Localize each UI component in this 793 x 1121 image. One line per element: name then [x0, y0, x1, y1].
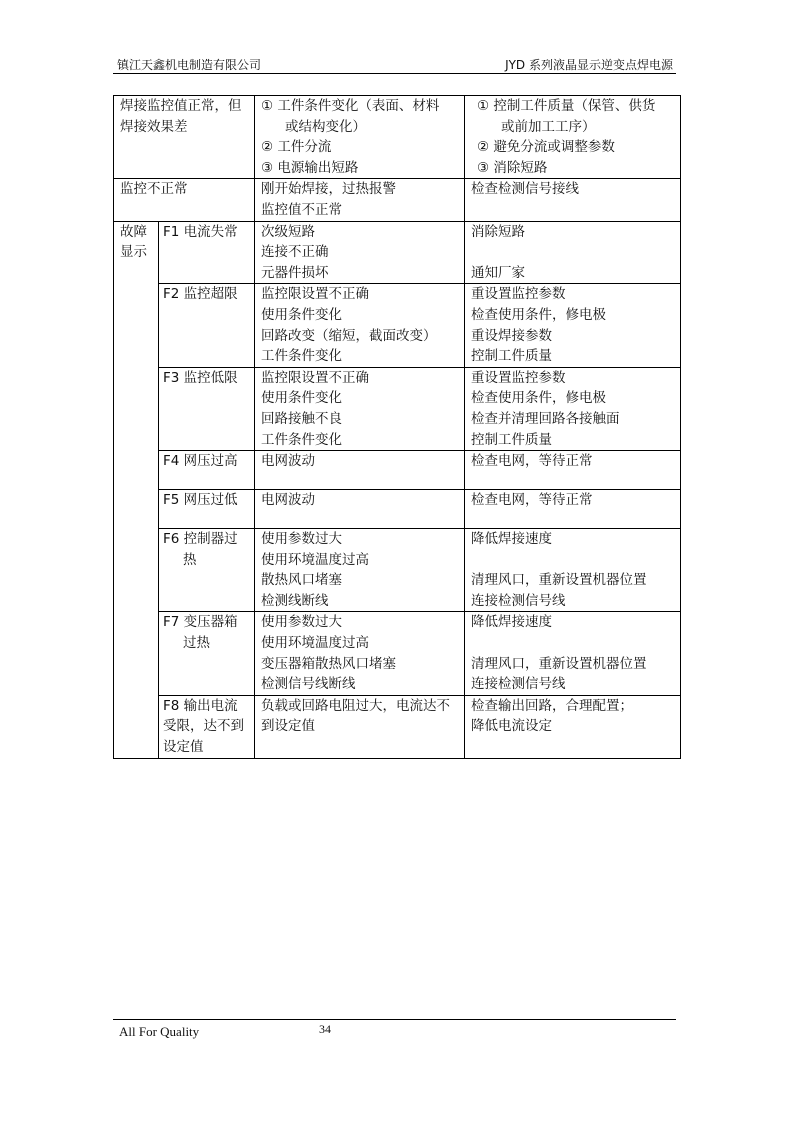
cell-line: 降低焊接速度	[471, 614, 552, 631]
cell-line: 降低焊接速度	[471, 531, 552, 548]
cell-line: 使用环境温度过高	[261, 635, 369, 652]
cause-cell	[255, 179, 465, 221]
cell-line: 监控限设置不正确	[261, 286, 369, 303]
header-company: 镇江天鑫机电制造有限公司	[117, 58, 262, 72]
cell-line: 重设置监控参数	[471, 286, 566, 303]
fault-display-label	[114, 221, 159, 758]
cell-line: 控制工件质量	[471, 431, 552, 448]
cell-line: 检查使用条件，修电极	[471, 306, 606, 323]
footer-rule	[113, 1019, 676, 1020]
cause-cell	[255, 284, 465, 367]
cell-line: 通知厂家	[471, 264, 525, 281]
cause-cell	[255, 490, 465, 529]
fault-code-cell	[159, 221, 255, 284]
cell-line: 热	[183, 551, 197, 568]
footer-slogan: All For Quality	[119, 1024, 200, 1039]
cell-line: 连接检测信号线	[471, 676, 566, 693]
cell-line: 清理风口，重新设置机器位置	[471, 572, 647, 589]
cell-line: 工件条件变化	[261, 348, 342, 365]
cell-line: 检查并清理回路各接触面	[471, 410, 620, 427]
fault-code-cell	[159, 612, 255, 695]
table-row	[114, 529, 681, 612]
cell-line: 故障	[120, 223, 147, 240]
cell-line: 重设置监控参数	[471, 369, 566, 386]
cell-line: 到设定值	[261, 718, 315, 735]
cell-line: 检查使用条件，修电极	[471, 390, 606, 407]
cell-line: 监控不正常	[120, 181, 188, 198]
cell-line: ② 工件分流	[261, 139, 332, 156]
table-row	[114, 490, 681, 529]
cell-line: 使用参数过大	[261, 531, 342, 548]
cell-line: 降低电流设定	[471, 718, 552, 735]
cell-line: F3 监控低限	[163, 369, 238, 386]
fix-cell	[465, 451, 681, 490]
cell-line: 检查检测信号接线	[471, 181, 579, 198]
cell-line: 或前加工工序）	[501, 118, 596, 135]
cause-cell	[255, 221, 465, 284]
cell-line: ① 工件条件变化（表面、材料	[261, 98, 440, 114]
cell-line: 过热	[183, 635, 210, 652]
cell-line: ③ 电源输出短路	[261, 159, 359, 176]
cell-line: F1 电流失常	[163, 223, 238, 240]
cell-line: 焊接效果差	[120, 118, 188, 135]
cell-line: 受限，达不到	[163, 718, 244, 735]
cell-line: 元器件损坏	[261, 264, 329, 281]
table-row	[114, 451, 681, 490]
table-row	[114, 612, 681, 695]
cell-line: 焊接监控值正常，但	[120, 98, 242, 114]
cell-line: 连接检测信号线	[471, 592, 566, 609]
table-row	[114, 96, 681, 179]
cell-line: 使用参数过大	[261, 614, 342, 631]
cell-line: F4 网压过高	[163, 453, 238, 470]
header-rule	[113, 73, 676, 74]
cell-line: 设定值	[163, 739, 204, 756]
cell-line: 变压器箱散热风口堵塞	[261, 655, 396, 672]
troubleshooting-table	[113, 95, 681, 759]
cell-line: 显示	[120, 244, 147, 261]
cell-line: 监控值不正常	[261, 201, 342, 218]
cell-line: ③ 消除短路	[477, 159, 548, 176]
cell-line: 次级短路	[261, 223, 315, 240]
cell-line: 负载或回路电阻过大，电流达不	[261, 697, 450, 714]
fault-code-cell	[159, 367, 255, 450]
cause-cell	[255, 451, 465, 490]
fault-code-cell	[159, 284, 255, 367]
cell-line: 控制工件质量	[471, 348, 552, 365]
cause-cell	[255, 367, 465, 450]
cell-line: 工件条件变化	[261, 431, 342, 448]
symptom-cell	[114, 179, 255, 221]
fix-cell	[465, 367, 681, 450]
page-number: 34	[319, 1022, 331, 1036]
cell-line: F6 控制器过	[163, 531, 238, 548]
cell-line: 检查电网，等待正常	[471, 453, 593, 470]
cell-line: 清理风口，重新设置机器位置	[471, 655, 647, 672]
fix-cell	[465, 284, 681, 367]
fault-code-cell	[159, 451, 255, 490]
fault-code-cell	[159, 529, 255, 612]
header-product: JYD 系列液晶显示逆变点焊电源	[505, 58, 673, 72]
cell-line: 检测线断线	[261, 592, 329, 609]
cell-line: ① 控制工件质量（保管、供货	[477, 98, 656, 114]
cell-line: 使用条件变化	[261, 306, 342, 323]
cell-line: 检查电网，等待正常	[471, 492, 593, 509]
cell-line: F7 变压器箱	[163, 614, 238, 631]
cause-cell	[255, 96, 465, 179]
cell-line: 回路改变（缩短，截面改变）	[261, 327, 437, 344]
cause-cell	[255, 529, 465, 612]
fix-cell	[465, 96, 681, 179]
cell-line: F5 网压过低	[163, 492, 238, 509]
table-row	[114, 284, 681, 367]
fix-cell	[465, 695, 681, 758]
fix-cell	[465, 179, 681, 221]
table-row	[114, 221, 681, 284]
cell-line: 重设焊接参数	[471, 327, 552, 344]
cell-line: 连接不正确	[261, 244, 329, 261]
cell-line: 检查输出回路，合理配置；	[471, 697, 633, 714]
cell-line: ② 避免分流或调整参数	[477, 139, 615, 156]
fix-cell	[465, 221, 681, 284]
cell-line: 电网波动	[261, 453, 315, 470]
cell-line: 或结构变化）	[285, 118, 366, 135]
table-row	[114, 179, 681, 221]
cell-line: 散热风口堵塞	[261, 572, 342, 589]
cell-line: 使用环境温度过高	[261, 551, 369, 568]
cause-cell	[255, 612, 465, 695]
fix-cell	[465, 490, 681, 529]
cell-line: F8 输出电流	[163, 697, 238, 714]
fault-code-cell	[159, 490, 255, 529]
cell-line: 回路接触不良	[261, 410, 342, 427]
cell-line: 消除短路	[471, 223, 525, 240]
fix-cell	[465, 529, 681, 612]
table-row	[114, 367, 681, 450]
symptom-cell	[114, 96, 255, 179]
cell-line: 监控限设置不正确	[261, 369, 369, 386]
cell-line: 检测信号线断线	[261, 676, 356, 693]
cell-line: F2 监控超限	[163, 286, 238, 303]
cell-line: 电网波动	[261, 492, 315, 509]
cell-line: 刚开始焊接，过热报警	[261, 181, 396, 198]
cell-line: 使用条件变化	[261, 390, 342, 407]
table-row	[114, 695, 681, 758]
cause-cell	[255, 695, 465, 758]
fix-cell	[465, 612, 681, 695]
fault-code-cell	[159, 695, 255, 758]
